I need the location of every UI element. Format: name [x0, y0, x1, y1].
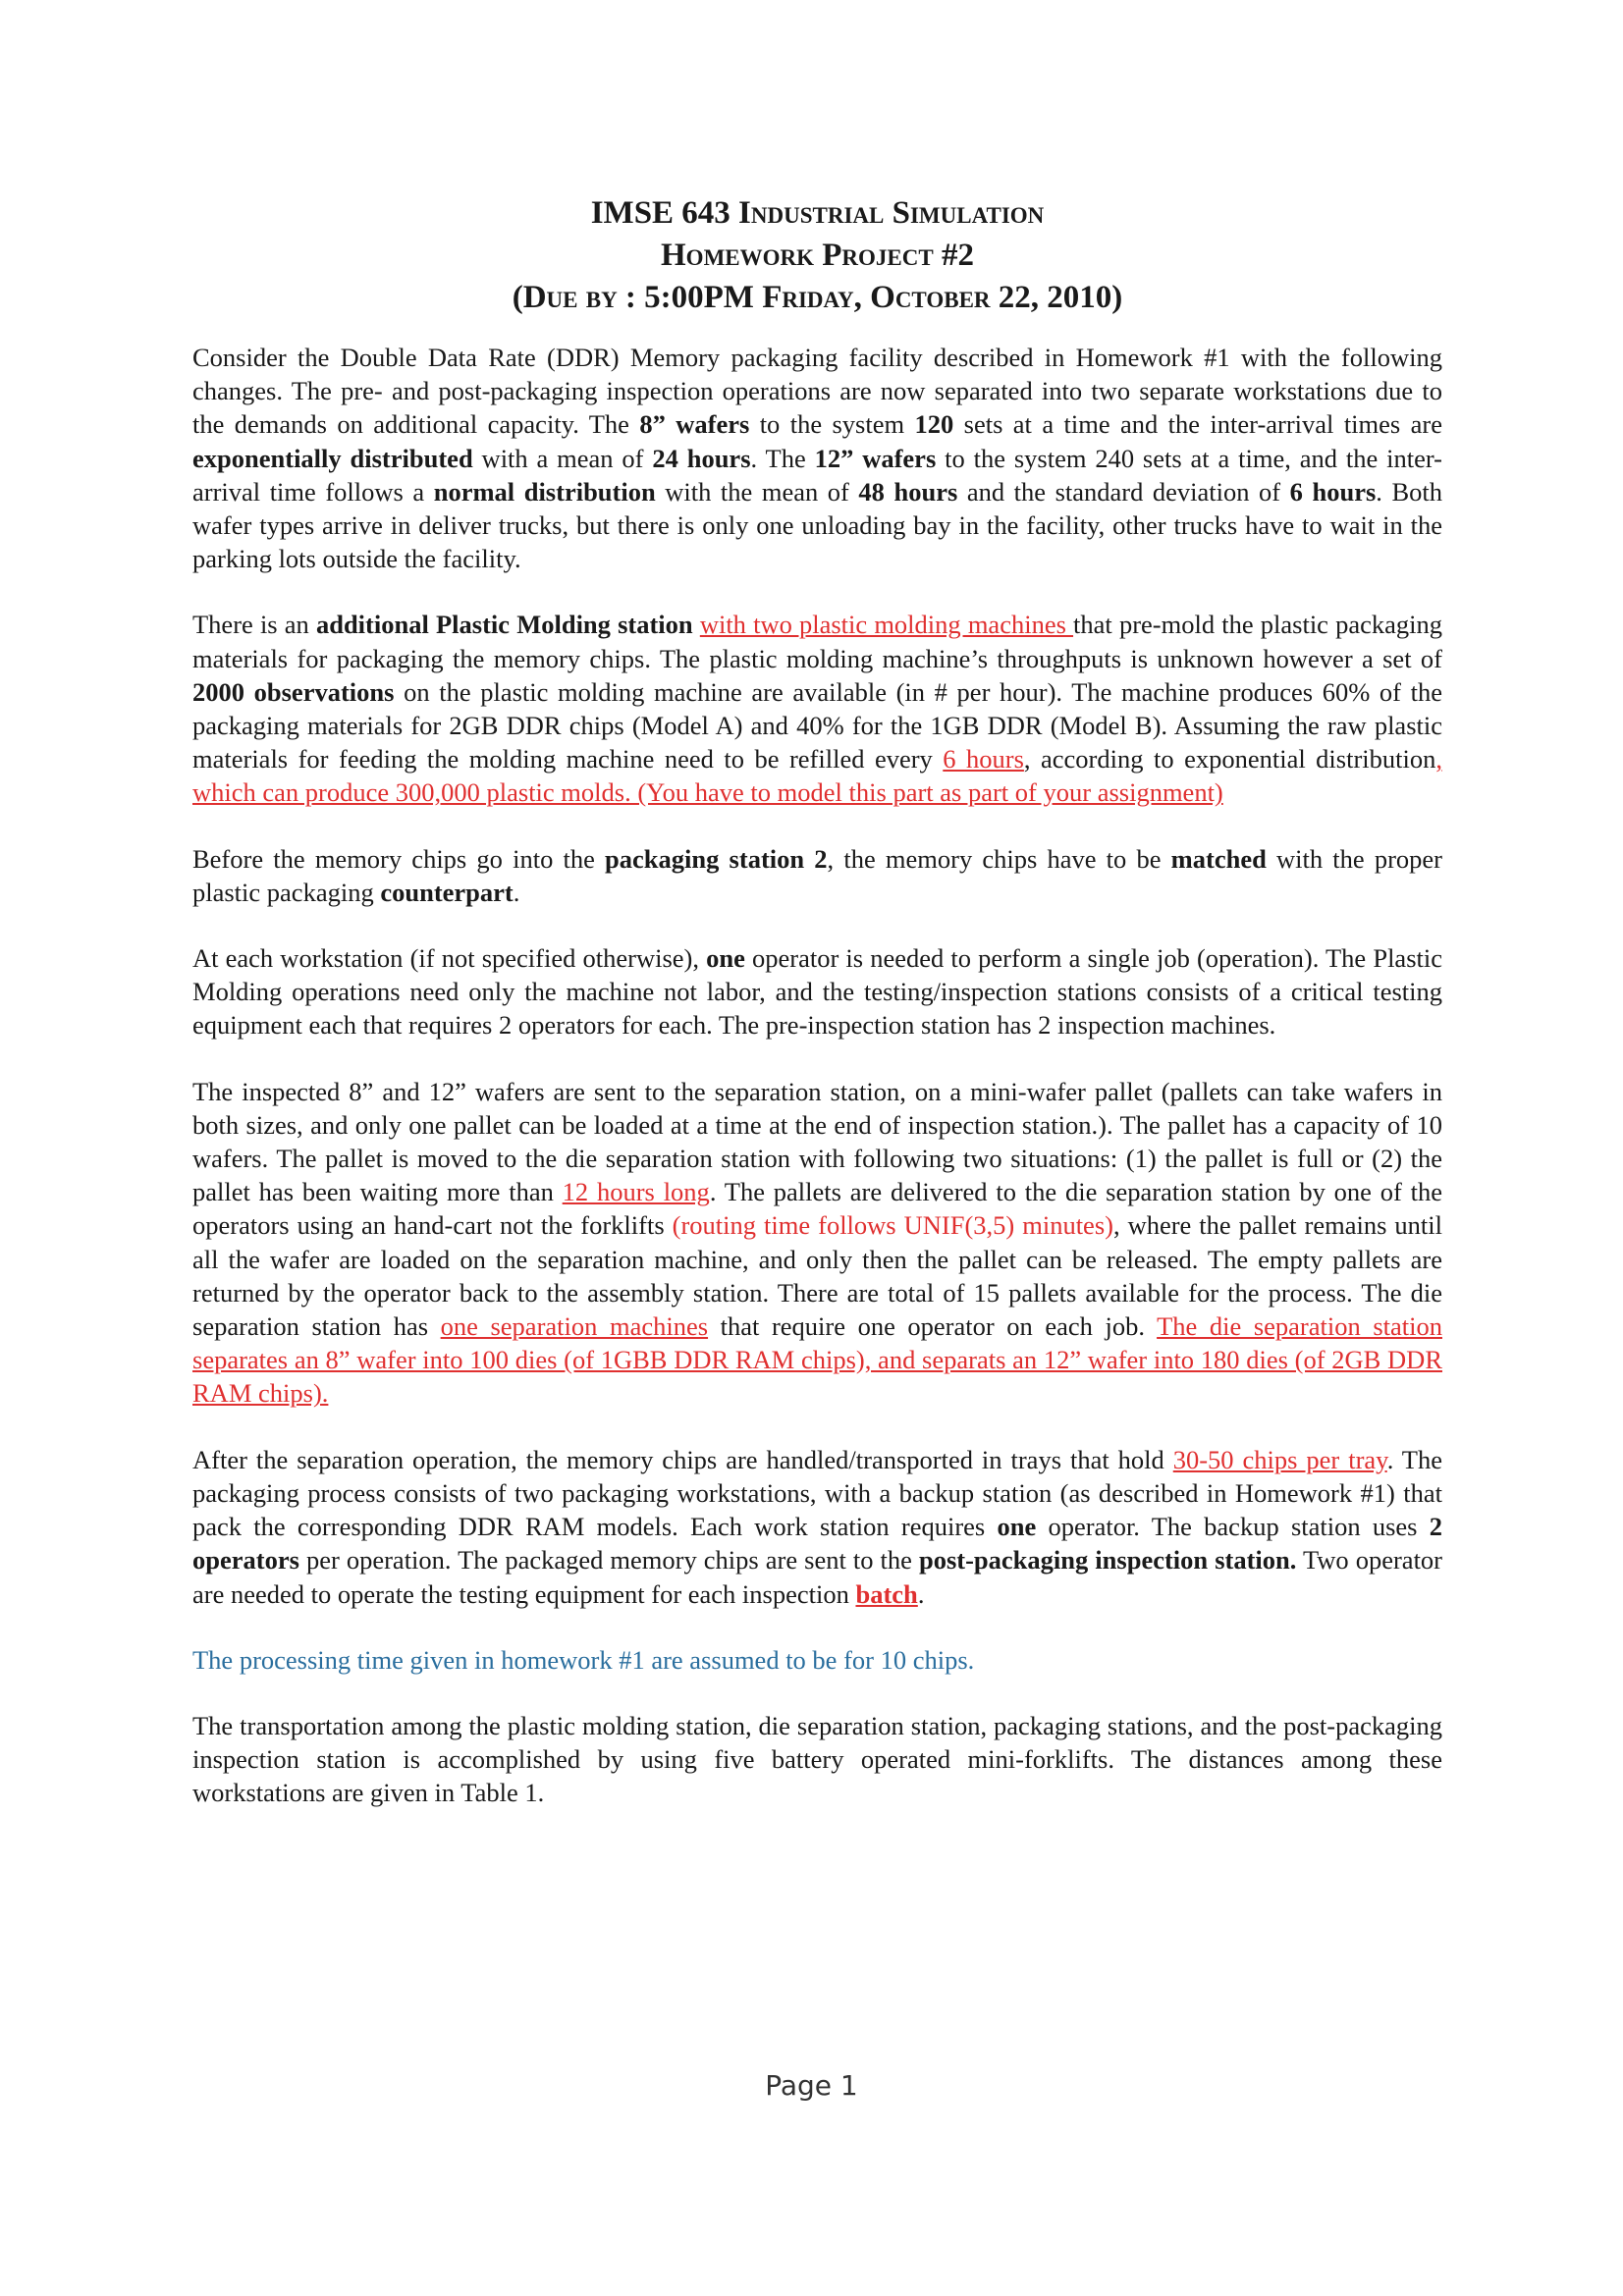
paragraph-plastic-molding: There is an additional Plastic Molding station with two plastic molding machines that pre-mold the plastic packaging materials for packaging the memory chips. The plastic molding machine’s throughputs is unknown however a set of 2000 observations on the plastic molding machine are available (in # per hour). The machine produces 60% of the packaging materials for 2GB DDR chips (Model A) and 40% for the 1GB DDR (Model B). Assuming the raw plastic materials for feeding the molding machine need to be refilled every 6 hours, according to exponential distribution, which can produce 300,000 plastic molds. (You have to model this part as part of your assignment) — [192, 610, 1442, 808]
paragraph-separation: The inspected 8” and 12” wafers are sent to the separation station, on a mini-wafer pallet (pallets can take wafers in both sizes, and only one pallet can be loaded at a time at the end of inspection station.). The pallet has a capacity of 10 wafers. The pallet is moved to the die separation station with following two situations: (1) the pallet is full or (2) the pallet has been waiting more than 12 hours long. The pallets are delivered to the die separation station by one of the operators using an hand-cart not the forklifts (routing time follows UNIF(3,5) minutes), where the pallet remains until all the wafer are loaded on the separation machine, and only then the pallet can be released. The empty pallets are returned by the operator back to the assembly station. There are total of 15 pallets available for the process. The die separation station has one separation machines that require one operator on each job. The die separation station separates an 8” wafer into 100 dies (of 1GBB DDR RAM chips), and separats an 12” wafer into 180 dies (of 2GB DDR RAM chips). — [192, 1076, 1443, 1409]
document-title — [192, 192, 1442, 319]
title-course: IMSE 643 Industrial Simulation — [590, 195, 1045, 231]
paragraph-processing-time: The processing time given in homework #1 are assumed to be for 10 chips. — [192, 1644, 975, 1675]
paragraph-transportation: The transportation among the plastic molding station, die separation station, packaging stations, and the post-packaging inspection station is accomplished by using five battery operated mini-forklifts. The distances among these workstations are given in Table 1. — [192, 1710, 1442, 1808]
paragraph-matching: Before the memory chips go into the packaging station 2, the memory chips have to be matched with the proper plastic packaging counterpart. — [192, 843, 1442, 907]
title-due-date: (Due by : 5:00PM Friday, October 22, 2010) — [512, 280, 1123, 315]
paragraph-changes: Consider the Double Data Rate (DDR) Memory packaging facility described in Homework #1 with the following changes. The pre- and post-packaging inspection operations are now separated into two separate workstations due to the demands on additional capacity. The 8” wafers to the system 120 sets at a time and the inter-arrival times are exponentially distributed with a mean of 24 hours. The 12” wafers to the system 240 sets at a time, and the inter-arrival time follows a normal distribution with the mean of 48 hours and the standard deviation of 6 hours. Both wafer types arrive in deliver trucks, but there is only one unloading bay in the facility, other trucks have to wait in the parking lots outside the facility. — [192, 343, 1442, 574]
paragraph-operators: At each workstation (if not specified otherwise), one operator is needed to perform a single job (operation). The Plastic Molding operations need only the machine not labor, and the testing/inspection stations consists of a critical testing equipment each that requires 2 operators for each. The pre-inspection station has 2 inspection machines. — [192, 943, 1442, 1041]
paragraph-packaging: After the separation operation, the memory chips are handled/transported in trays that hold 30-50 chips per tray. The packaging process consists of two packaging workstations, with a backup station (as described in Homework #1) that pack the corresponding DDR RAM models. Each work station requires one operator. The backup station uses 2 operators per operation. The packaged memory chips are sent to the post-packaging inspection station. Two operator are needed to operate the testing equipment for each inspection batch. — [192, 1444, 1443, 1609]
document-page — [192, 192, 1442, 1842]
title-project: Homework Project #2 — [661, 238, 974, 273]
page-number: Page 1 — [765, 2069, 858, 2102]
